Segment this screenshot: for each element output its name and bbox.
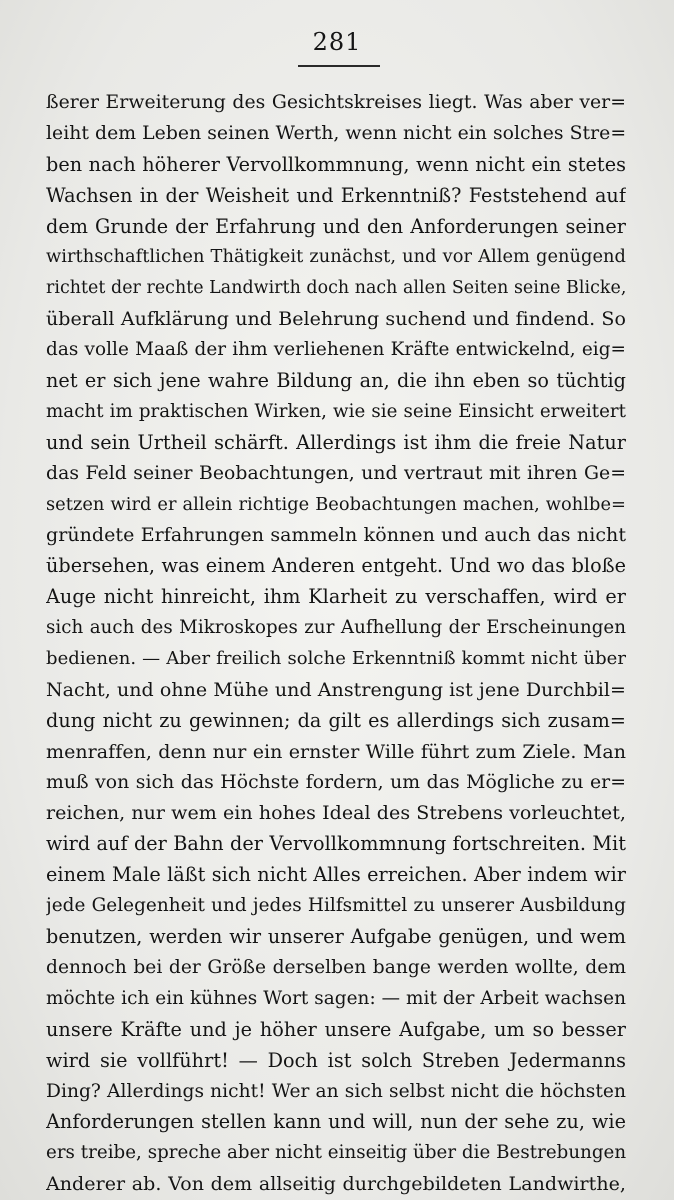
text-line: benutzen, werden wir unserer Aufgabe genügen, und wem — [46, 925, 626, 949]
text-line: reichen, nur wem ein hohes Ideal des Strebens vorleuchtet, — [46, 802, 626, 825]
text-line: jede Gelegenheit und jedes Hilfsmittel zu unserer Ausbildung — [46, 895, 626, 917]
text-line: dennoch bei der Größe derselben bange werden wollte, dem — [46, 956, 626, 978]
text-line: net er sich jene wahre Bildung an, die ihn eben so tüchtig — [46, 369, 626, 393]
text-line: übersehen, was einem Anderen entgeht. Und wo das bloße — [46, 554, 626, 578]
text-line: muß von sich das Höchste fordern, um das Mögliche zu er= — [46, 771, 626, 793]
text-line: das volle Maaß der ihm verliehenen Kräfte entwickelnd, eig= — [46, 339, 626, 361]
text-line: bedienen. — Aber freilich solche Erkenntniß kommt nicht über — [46, 648, 626, 670]
text-line: Wachsen in der Weisheit und Erkenntniß? Feststehend auf — [46, 183, 626, 207]
text-line: gründete Erfahrungen sammeln können und auch das nicht — [46, 524, 626, 547]
text-line: möchte ich ein kühnes Wort sagen: — mit der Arbeit wachsen — [46, 987, 626, 1009]
text-line: unsere Kräfte und je höher unsere Aufgabe, um so besser — [46, 1017, 626, 1041]
text-line: ben nach höherer Vervollkommnung, wenn nicht ein stetes — [46, 152, 626, 176]
text-line: macht im praktischen Wirken, wie sie seine Einsicht erweitert — [46, 400, 626, 422]
body-text — [46, 88, 626, 1200]
text-line: Anforderungen stellen kann und will, nun der sehe zu, wie — [46, 1110, 626, 1134]
text-line: wirthschaftlichen Thätigkeit zunächst, und vor Allem genügend — [46, 246, 626, 268]
text-line: Auge nicht hinreicht, ihm Klarheit zu verschaffen, wird er — [46, 585, 626, 609]
text-line: wird sie vollführt! — Doch ist solch Streben Jedermanns — [46, 1048, 626, 1072]
page-number-rule — [298, 65, 380, 67]
text-line: richtet der rechte Landwirth doch nach allen Seiten seine Blicke, — [46, 278, 626, 299]
text-line: menraffen, denn nur ein ernster Wille führt zum Ziele. Man — [46, 740, 626, 763]
text-line: setzen wird er allein richtige Beobachtungen machen, wohlbe= — [46, 493, 626, 515]
text-line: und sein Urtheil schärft. Allerdings ist ihm die freie Natur — [46, 430, 626, 454]
text-line: überall Aufklärung und Belehrung suchend und findend. So — [46, 308, 626, 331]
text-line: dem Grunde der Erfahrung und den Anforderungen seiner — [46, 214, 626, 238]
page-number: 281 — [312, 28, 362, 56]
text-line: leiht dem Leben seinen Werth, wenn nicht ein solches Stre= — [46, 122, 626, 144]
text-line: ers treibe, spreche aber nicht einseitig über die Bestrebungen — [46, 1142, 626, 1164]
text-line: sich auch des Mikroskopes zur Aufhellung der Erscheinungen — [46, 617, 626, 639]
text-line: ßerer Erweiterung des Gesichtskreises liegt. Was aber ver= — [46, 92, 626, 113]
text-line: dung nicht zu gewinnen; da gilt es allerdings sich zusam= — [46, 708, 626, 732]
text-line: Ding? Allerdings nicht! Wer an sich selbst nicht die höchsten — [46, 1080, 626, 1102]
text-line: wird auf der Bahn der Vervollkommnung fortschreiten. Mit — [46, 832, 626, 856]
text-line: einem Male läßt sich nicht Alles erreichen. Aber indem wir — [46, 863, 626, 887]
text-line: Nacht, und ohne Mühe und Anstrengung ist jene Durchbil= — [46, 678, 626, 701]
text-line: das Feld seiner Beobachtungen, und vertraut mit ihren Ge= — [46, 462, 626, 484]
text-line: Anderer ab. Von dem allseitig durchgebildeten Landwirthe, — [46, 1173, 626, 1196]
